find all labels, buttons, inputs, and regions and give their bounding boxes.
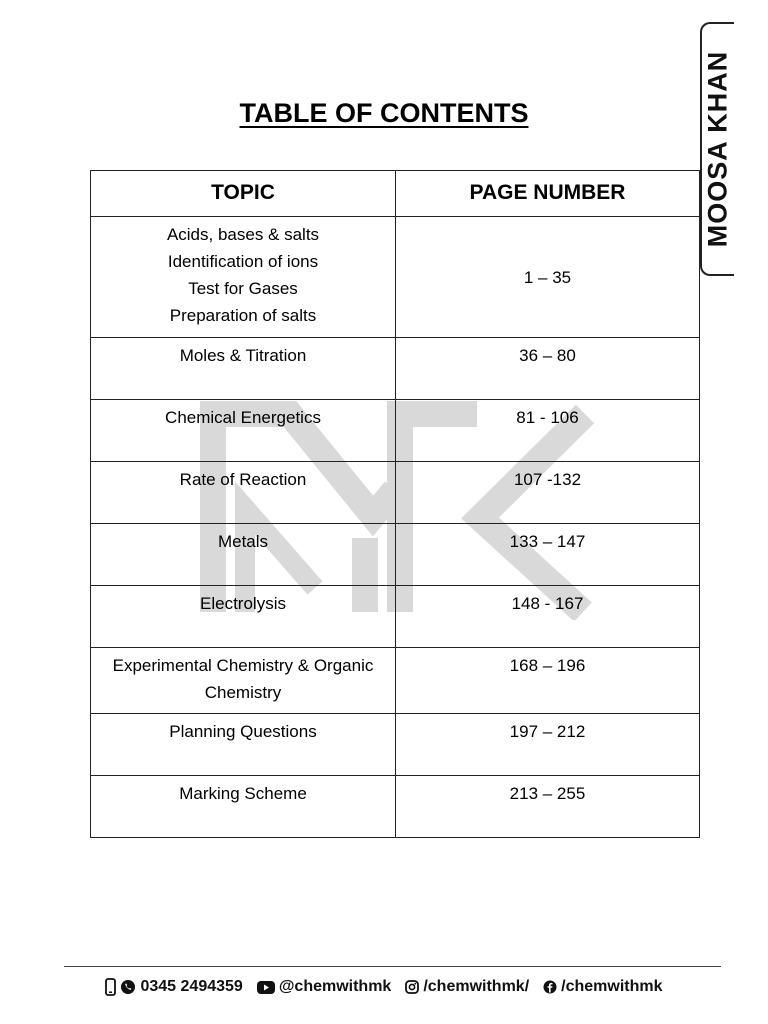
table-row (91, 462, 700, 524)
topic-line: Preparation of salts (169, 306, 317, 325)
page-range-cell: 197 – 212 (396, 714, 700, 776)
page-title: TABLE OF CONTENTS (239, 98, 529, 128)
instagram-handle: /chemwithmk/ (423, 978, 530, 995)
topic-cell: Planning Questions (91, 714, 396, 776)
table-row (91, 714, 700, 776)
page-range-cell: 168 – 196 (396, 648, 700, 714)
page-range-cell: 36 – 80 (396, 338, 700, 400)
topic-cell: Electrolysis (91, 586, 396, 648)
page-range-cell: 107 -132 (396, 462, 700, 524)
phone-icon (105, 978, 116, 996)
topic-cell (91, 648, 396, 714)
table-row (91, 776, 700, 838)
table-row (91, 586, 700, 648)
topic-line: Chemistry (204, 683, 282, 702)
topic-line: Acids, bases & salts (166, 225, 320, 244)
topic-line: Test for Gases (188, 279, 298, 298)
phone-contact (105, 978, 242, 996)
topic-cell (91, 217, 396, 338)
column-header-page-number: PAGE NUMBER (396, 171, 700, 217)
youtube-icon (257, 981, 275, 994)
facebook-contact (543, 978, 662, 996)
table-row (91, 217, 700, 338)
footer-divider (64, 966, 721, 967)
table-header-row (91, 171, 700, 217)
column-header-topic: TOPIC (91, 171, 396, 217)
topic-cell: Metals (91, 524, 396, 586)
page-range-cell: 133 – 147 (396, 524, 700, 586)
facebook-icon (543, 980, 557, 994)
page-range-cell: 148 - 167 (396, 586, 700, 648)
topic-cell: Chemical Energetics (91, 400, 396, 462)
page-range-cell: 1 – 35 (396, 217, 700, 338)
topic-cell: Rate of Reaction (91, 462, 396, 524)
page-range-cell: 81 - 106 (396, 400, 700, 462)
topic-cell: Marking Scheme (91, 776, 396, 838)
youtube-contact (257, 978, 392, 996)
table-row (91, 338, 700, 400)
phone-number: 0345 2494359 (140, 978, 243, 995)
page-range-cell: 213 – 255 (396, 776, 700, 838)
table-row (91, 648, 700, 714)
topic-line: Identification of ions (167, 252, 319, 271)
facebook-handle: /chemwithmk (561, 978, 663, 995)
topic-line: Experimental Chemistry & Organic (112, 656, 374, 675)
contact-footer (0, 975, 768, 999)
topic-cell: Moles & Titration (91, 338, 396, 400)
instagram-icon (405, 980, 419, 994)
instagram-contact (405, 978, 529, 996)
youtube-handle: @chemwithmk (278, 978, 392, 995)
contents-table (90, 170, 700, 838)
author-side-tab (700, 22, 734, 276)
author-name: MOOSA KHAN (702, 50, 733, 248)
table-row (91, 400, 700, 462)
whatsapp-icon (120, 979, 136, 995)
table-row (91, 524, 700, 586)
